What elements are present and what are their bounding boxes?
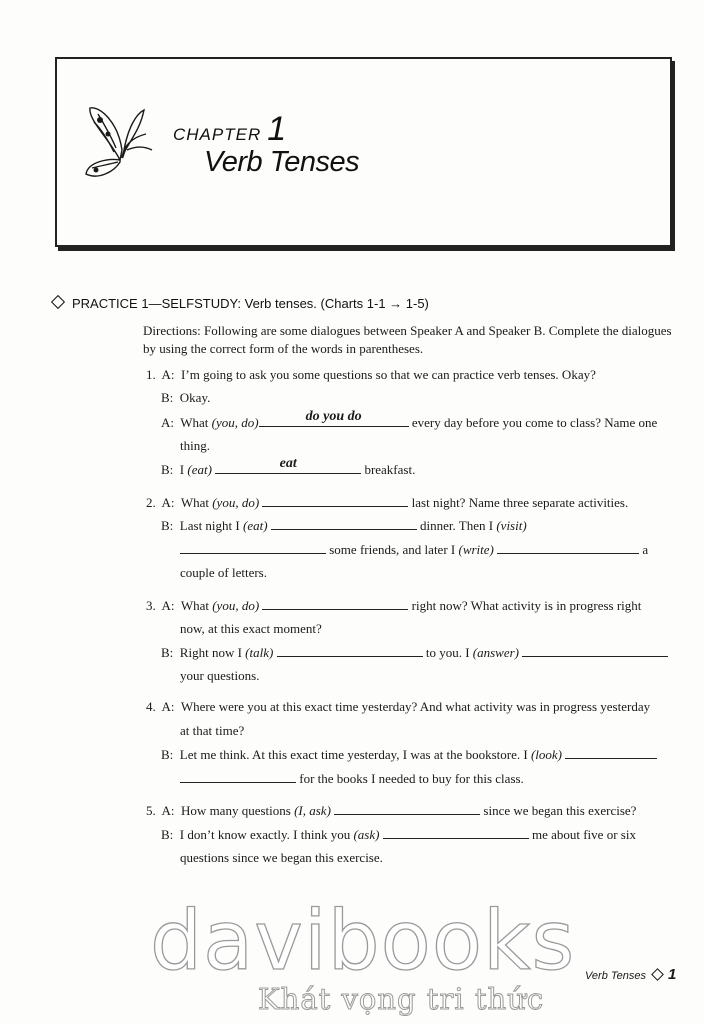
ex2-a: 2. A: What (you, do) last night? Name three separate activities. bbox=[146, 495, 629, 510]
ex1-a2-blank[interactable] bbox=[259, 409, 409, 427]
practice-heading-text: PRACTICE 1—SELFSTUDY: Verb tenses. (Charts 1-1 → 1-5) bbox=[72, 296, 429, 311]
ex4-b-cont: for the books I needed to buy for this class. bbox=[180, 770, 524, 787]
ex3-b-blank1[interactable] bbox=[277, 644, 423, 657]
ex1-a1: 1. A: I’m going to ask you some questions so that we can practice verb tenses. Okay? bbox=[146, 367, 596, 382]
ex4-b-blank2[interactable] bbox=[180, 770, 296, 783]
diamond-icon bbox=[51, 295, 65, 309]
directions: Directions: Following are some dialogues between Speaker A and Speaker B. Complete the dialogues by using the correct form of the words in parentheses. bbox=[143, 323, 672, 356]
watermark-slogan: Khát vọng tri thức bbox=[258, 982, 545, 1016]
ex4-b-blank1[interactable] bbox=[565, 746, 657, 759]
ex5-b-cont: questions since we began this exercise. bbox=[180, 850, 383, 865]
ex3-a-blank[interactable] bbox=[262, 597, 408, 610]
ex5-b-blank[interactable] bbox=[383, 826, 529, 839]
ex2-b: B: Last night I (eat) dinner. Then I (visit) bbox=[161, 518, 527, 533]
ex3-a-cont: now, at this exact moment? bbox=[180, 621, 322, 636]
ex1-a2: A: What (you, do) do you do every day before you come to class? Name one bbox=[161, 409, 658, 430]
ex2-d: couple of letters. bbox=[180, 565, 267, 580]
chapter-word: CHAPTER bbox=[173, 125, 262, 144]
ex4-a-cont: at that time? bbox=[180, 723, 245, 738]
ex1-a2-cont: thing. bbox=[180, 438, 210, 453]
watermark-brand: davibooks bbox=[150, 894, 576, 989]
ex5-b: B: I don’t know exactly. I think you (ask) me about five or six bbox=[161, 827, 636, 842]
chapter-label bbox=[173, 110, 286, 149]
ex1-b1: B: Okay. bbox=[161, 390, 211, 405]
ex2-c-blank2[interactable] bbox=[497, 541, 639, 554]
footer-label: Verb Tenses bbox=[585, 970, 646, 982]
page-number: 1 bbox=[667, 966, 677, 983]
ex3-a: 3. A: What (you, do) right now? What activity is in progress right bbox=[146, 598, 642, 613]
ex4-a: 4. A: Where were you at this exact time yesterday? And what activity was in progress yesterday bbox=[146, 699, 651, 714]
answer-text: do you do bbox=[305, 409, 362, 424]
ex3-b-blank2[interactable] bbox=[522, 644, 668, 657]
chapter-title: Verb Tenses bbox=[204, 146, 360, 178]
diamond-icon bbox=[651, 968, 664, 981]
ex2-b-blank1[interactable] bbox=[271, 517, 417, 530]
ex4-b: B: Let me think. At this exact time yesterday, I was at the bookstore. I (look) bbox=[161, 746, 657, 763]
ex1-b2: B: I (eat) eat breakfast. bbox=[161, 456, 416, 477]
ex2-a-blank[interactable] bbox=[262, 494, 408, 507]
ex3-b: B: Right now I (talk) to you. I (answer) bbox=[161, 644, 668, 661]
butterfly-icon bbox=[80, 100, 158, 180]
practice-heading bbox=[51, 296, 429, 311]
page-footer bbox=[585, 966, 676, 983]
chapter-number: 1 bbox=[267, 110, 287, 148]
ex5-a-blank[interactable] bbox=[334, 802, 480, 815]
ex2-c-blank1[interactable] bbox=[180, 541, 326, 554]
answer-text: eat bbox=[279, 456, 297, 471]
ex5-a: 5. A: How many questions (I, ask) since we began this exercise? bbox=[146, 803, 637, 818]
ex2-c: some friends, and later I (write) a bbox=[180, 541, 648, 558]
ex3-b-cont: your questions. bbox=[180, 668, 260, 683]
ex1-b2-blank[interactable] bbox=[215, 456, 361, 474]
